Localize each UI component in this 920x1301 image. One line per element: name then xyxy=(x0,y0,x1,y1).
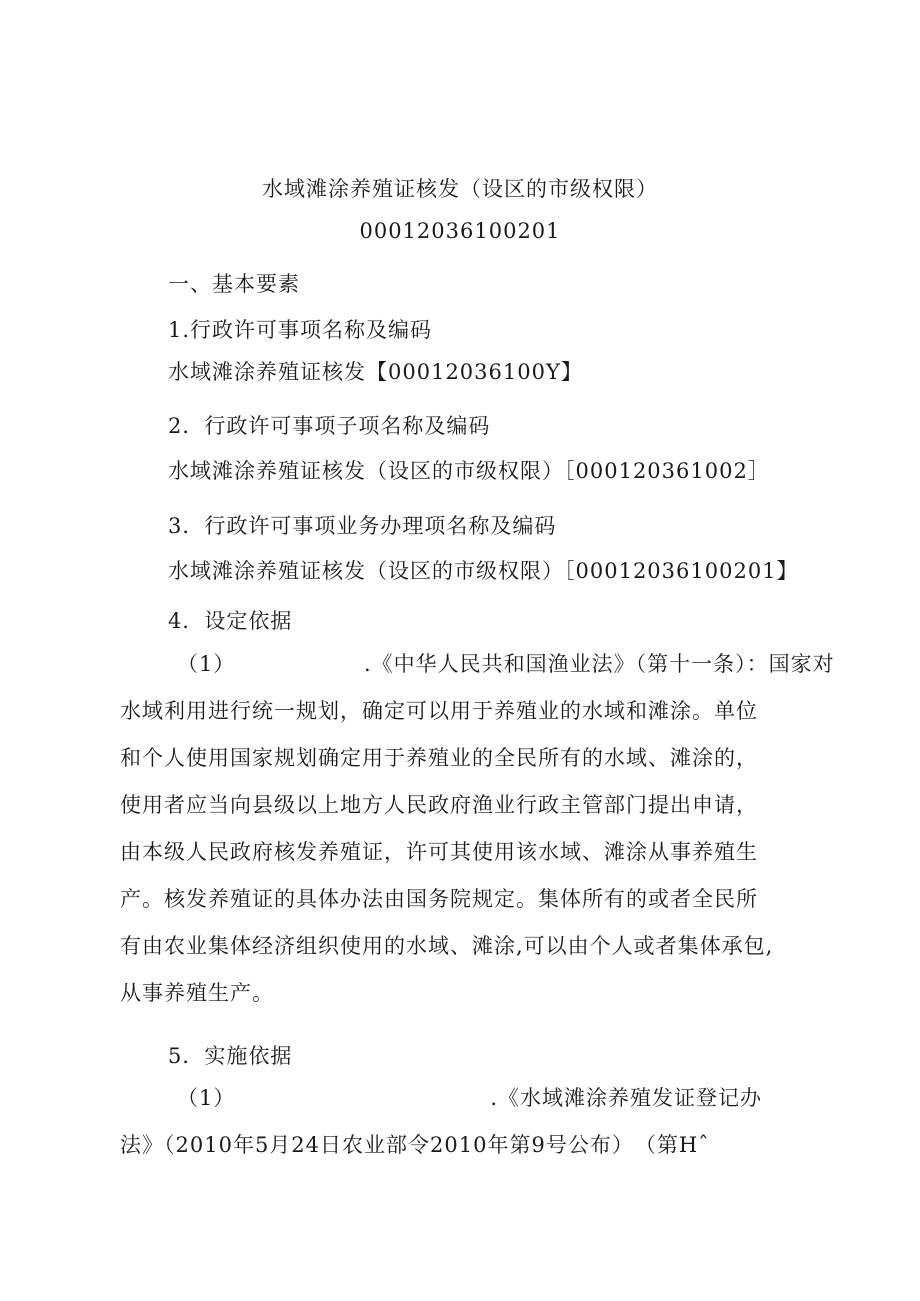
item4-line-1: .《中华人民共和国渔业法》（第十一条）：国家对 xyxy=(364,652,835,676)
item4-clause-label: （1） xyxy=(177,652,236,676)
item4-line-2: 水域利用进行统一规划，确定可以用于养殖业的水域和滩涂。单位 xyxy=(120,699,758,723)
item4-line-6: 产。核发养殖证的具体办法由国务院规定。集体所有的或者全民所 xyxy=(120,887,758,911)
paragraph-line xyxy=(120,1075,810,1122)
section-basic-elements: 一、基本要素 xyxy=(168,272,300,296)
item5-line-1: .《水域滩涂养殖发证登记办 xyxy=(490,1086,763,1110)
item1-heading: 1.行政许可事项名称及编码 xyxy=(168,318,433,342)
item5-line-2: 法》（2010年5月24日农业部令2010年第9号公布） （第Hˆ xyxy=(120,1133,710,1157)
item4-heading: 4．设定依据 xyxy=(168,609,293,633)
item4-line-5: 由本级人民政府核发养殖证，许可其使用该水域、滩涂从事养殖生 xyxy=(120,840,758,864)
item4-line-3: 和个人使用国家规划确定用于养殖业的全民所有的水域、滩涂的， xyxy=(120,746,758,770)
item4-line-4: 使用者应当向县级以上地方人民政府渔业行政主管部门提出申请， xyxy=(120,793,758,817)
document-title: 水域滩涂养殖证核发（设区的市级权限） xyxy=(262,177,658,201)
item1-value: 水域滩涂养殖证核发【00012036100Y】 xyxy=(168,360,583,384)
item5-heading: 5．实施依据 xyxy=(168,1044,293,1068)
item4-line-8: 从事养殖生产。 xyxy=(120,981,274,1005)
item4-line-7: 有由农业集体经济组织使用的水域、滩涂,可以由个人或者集体承包, xyxy=(120,934,774,958)
paragraph-line xyxy=(120,641,835,688)
item4-paragraph xyxy=(120,641,835,1017)
item5-paragraph xyxy=(120,1075,810,1169)
item2-heading: 2．行政许可事项子项名称及编码 xyxy=(168,414,491,438)
document-code: 00012036100201 xyxy=(359,219,561,243)
item2-value: 水域滩涂养殖证核发（设区的市级权限）［000120361002］ xyxy=(168,459,770,483)
item3-heading: 3．行政许可事项业务办理项名称及编码 xyxy=(168,514,557,538)
item3-value: 水域滩涂养殖证核发（设区的市级权限）［00012036100201】 xyxy=(168,559,799,583)
item5-clause-label: （1） xyxy=(177,1086,236,1110)
